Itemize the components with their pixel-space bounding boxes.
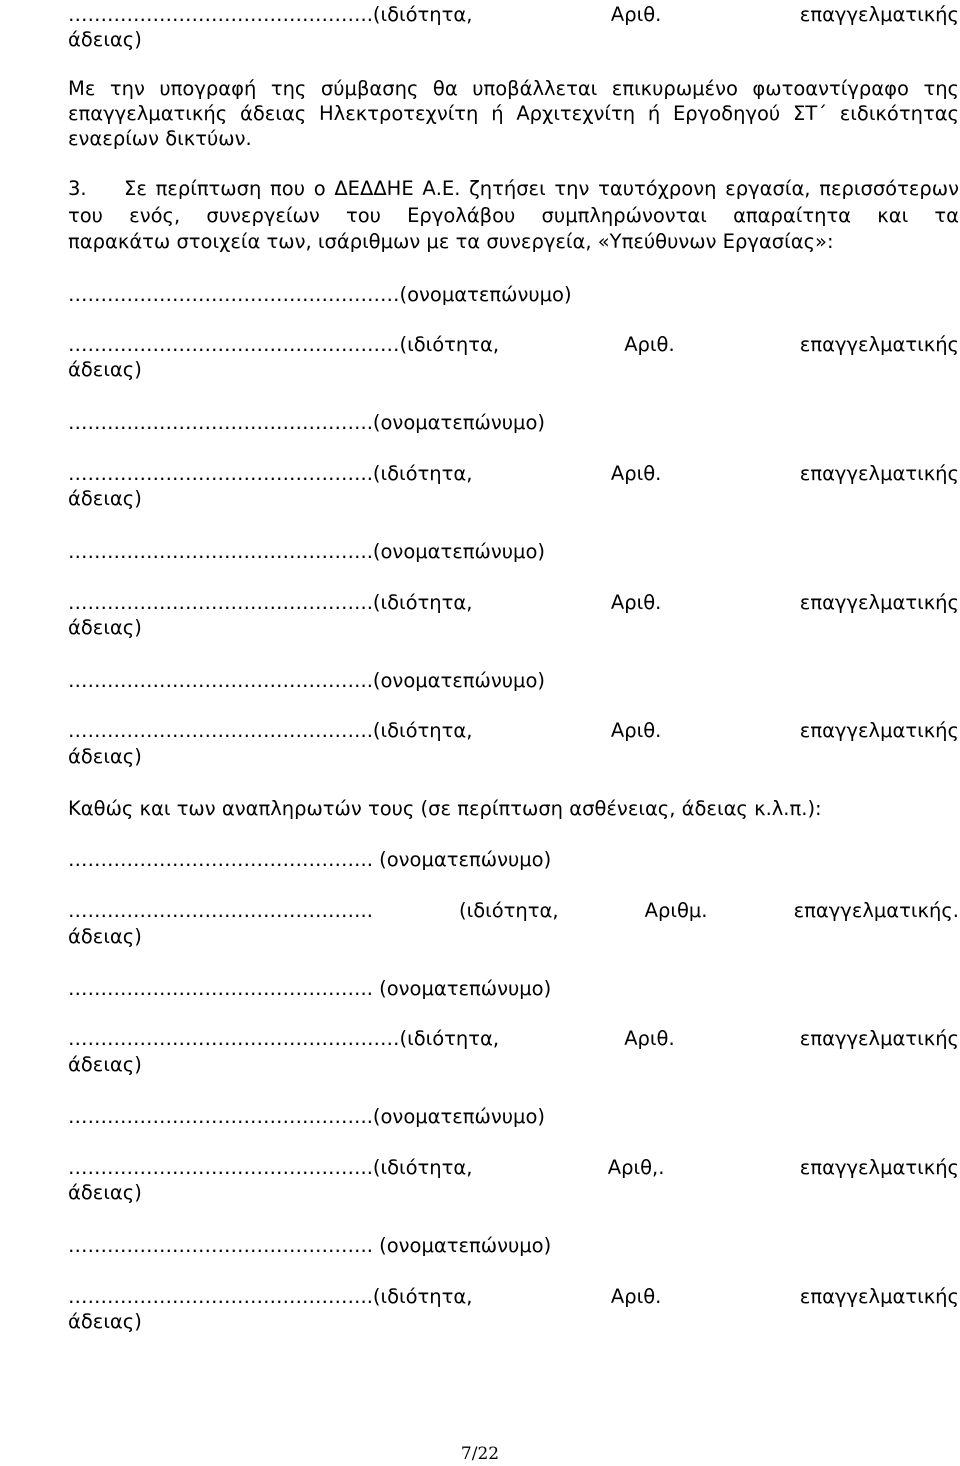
responsible-1-role: ……………………………………………(ιδιότητα, Αριθ. επαγγελματικής — [68, 333, 959, 356]
section-3-line-2: του ενός, συνεργείων του Εργολάβου συμπληρώνονται απαραίτητα και τα — [68, 204, 959, 227]
responsible-4-name: ………………………………………..(ονοματεπώνυμο) — [68, 669, 545, 692]
contract-paragraph-line-2: επαγγελματικής άδειας Ηλεκτροτεχνίτη ή Αρχιτεχνίτη ή Εργοδηγού ΣΤ΄ ειδικότητας — [68, 102, 959, 125]
responsible-3-name: ………………………………………..(ονοματεπώνυμο) — [68, 540, 545, 563]
substitute-1-role-cont: άδειας) — [68, 925, 142, 948]
substitute-2-name: ……………………………………….. (ονοματεπώνυμο) — [68, 977, 552, 1000]
responsible-3-role-cont: άδειας) — [68, 616, 142, 639]
responsible-4-role: ………………………………………..(ιδιότητα, Αριθ. επαγγελματικής — [68, 719, 959, 742]
contract-paragraph-line-3: εναερίων δικτύων. — [68, 127, 252, 150]
responsible-1-role-cont: άδειας) — [68, 358, 142, 381]
responsible-2-name: ………………………………………..(ονοματεπώνυμο) — [68, 411, 545, 434]
substitute-3-role-cont: άδειας) — [68, 1181, 142, 1204]
responsible-1-name: ……………………………………………(ονοματεπώνυμο) — [68, 283, 572, 306]
contract-paragraph-line-1: Με την υπογραφή της σύμβασης θα υποβάλλεται επικυρωμένο φωτοαντίγραφο της — [68, 77, 959, 100]
substitute-2-role: ……………………………………………(ιδιότητα, Αριθ. επαγγελματικής — [68, 1027, 959, 1050]
substitute-3-role: ………………………………………..(ιδιότητα, Αριθ,. επαγγελματικής — [68, 1156, 959, 1179]
substitute-1-name: ……………………………………….. (ονοματεπώνυμο) — [68, 848, 552, 871]
page-number: 7/22 — [460, 1444, 500, 1464]
responsible-2-role-cont: άδειας) — [68, 487, 142, 510]
section-3-line-3: παρακάτω στοιχεία των, ισάριθμων με τα συνεργεία, «Υπεύθυνων Εργασίας»: — [68, 230, 834, 253]
substitute-1-role: ……………………………………….. (ιδιότητα, Αριθμ. επαγγελματικής. — [68, 899, 959, 922]
substitute-4-name: ……………………………………….. (ονοματεπώνυμο) — [68, 1234, 552, 1257]
substitute-4-role-cont: άδειας) — [68, 1310, 142, 1333]
responsible-2-role: ………………………………………..(ιδιότητα, Αριθ. επαγγελματικής — [68, 462, 959, 485]
substitute-3-name: ………………………………………..(ονοματεπώνυμο) — [68, 1105, 545, 1128]
responsible-4-role-cont: άδειας) — [68, 745, 142, 768]
substitute-4-role: ………………………………………..(ιδιότητα, Αριθ. επαγγελματικής — [68, 1285, 959, 1308]
responsible-3-role: ………………………………………..(ιδιότητα, Αριθ. επαγγελματικής — [68, 591, 959, 614]
substitute-2-role-cont: άδειας) — [68, 1053, 142, 1076]
substitutes-heading: Καθώς και των αναπληρωτών τους (σε περίπτωση ασθένειας, άδειας κ.λ.π.): — [68, 797, 822, 820]
section-3-line-1: Σε περίπτωση που ο ΔΕΔΔΗΕ Α.Ε. ζητήσει την ταυτόχρονη εργασία, περισσότερων — [124, 177, 959, 200]
top-entry-role: ………………………………………..(ιδιότητα, Αριθ. επαγγελματικής — [68, 3, 959, 26]
top-entry-role-cont: άδειας) — [68, 28, 142, 51]
section-3-number: 3. — [68, 177, 87, 200]
